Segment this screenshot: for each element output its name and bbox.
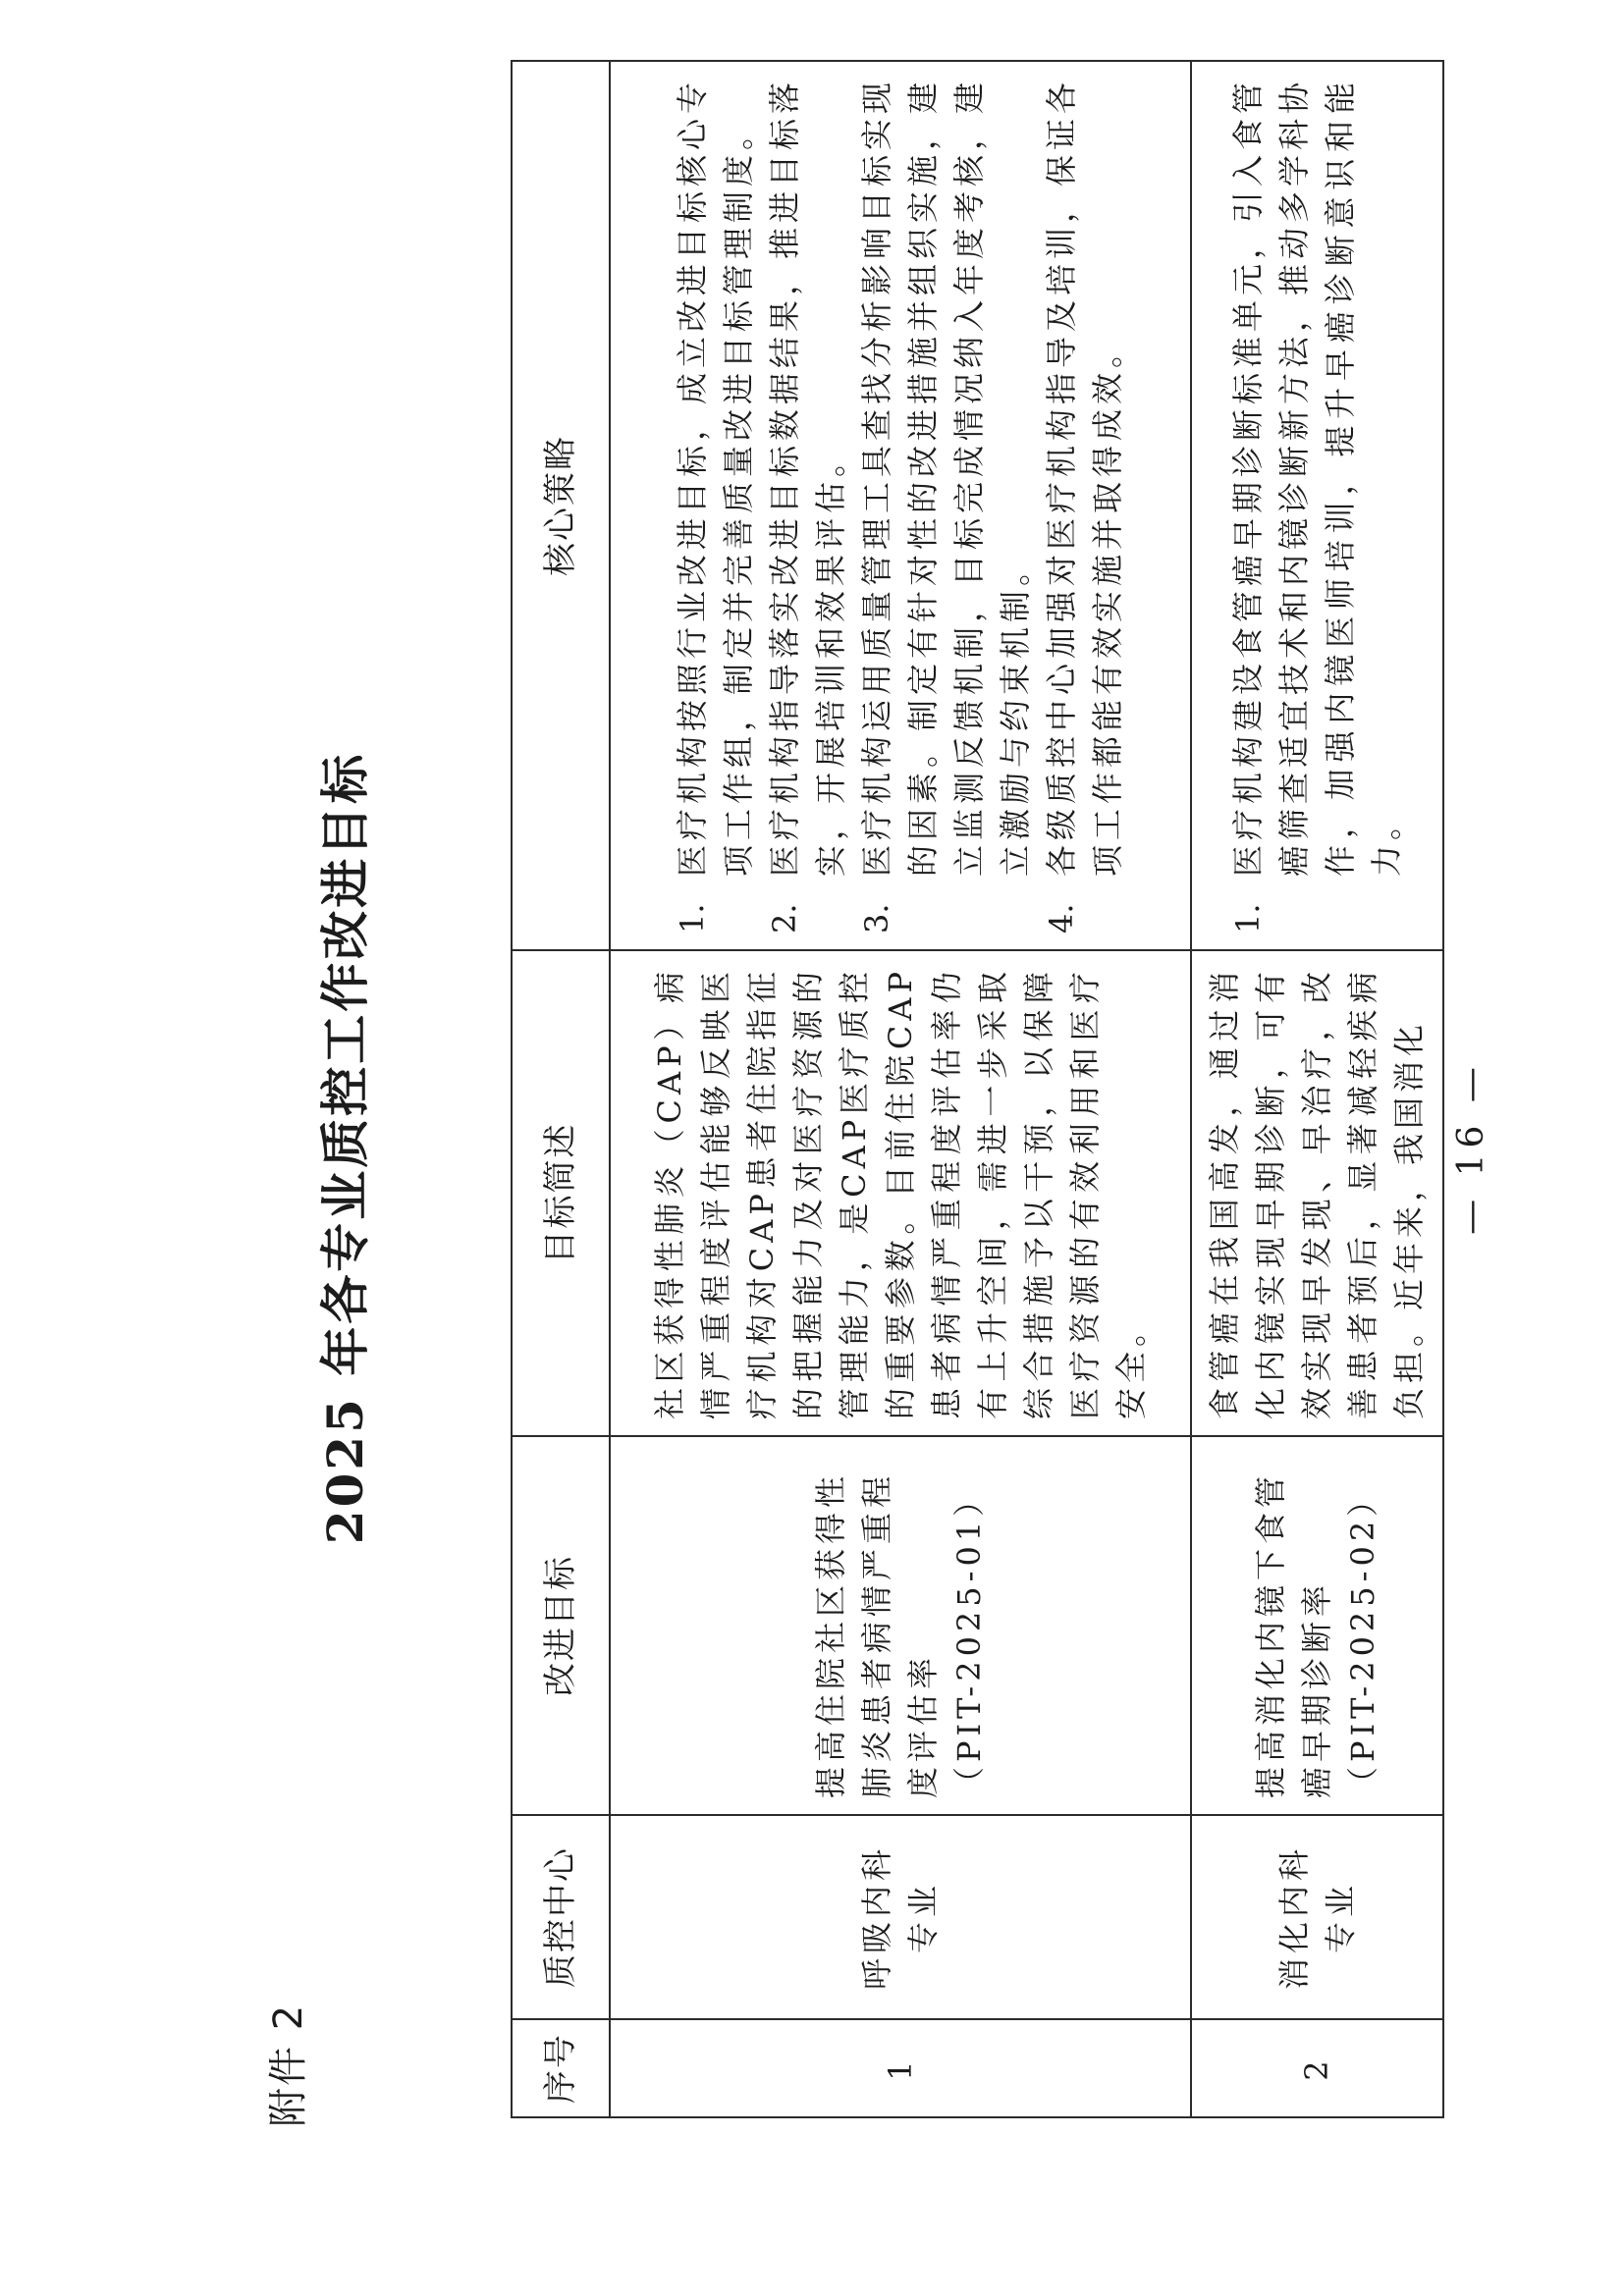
strategy-item	[1039, 78, 1131, 934]
attachment-label: 附件 2	[266, 2002, 311, 2127]
core-strategy	[610, 61, 1191, 950]
row-number: 1	[610, 2019, 1191, 2117]
strategy-number: 2.	[766, 903, 803, 934]
strategy-list	[1225, 78, 1410, 934]
goal-code: （PIT-2025-01）	[950, 1479, 988, 1798]
strategy-item	[670, 78, 762, 934]
strategy-item	[854, 78, 1039, 934]
strategy-item	[762, 78, 854, 934]
qc-center: 消化内科专业	[1191, 1815, 1443, 2019]
strategy-number: 1.	[1228, 903, 1267, 934]
page-number: — 16 —	[1451, 1061, 1491, 1235]
strategy-text: 医疗机构运用质量管理工具查找分析影响目标实现的因素。制定有针对性的改进措施并组织实施，建立监测反馈机制，目标完成情况纳入年度考核，建立激励与约束机制。	[858, 77, 1034, 877]
goal-summary: 社区获得性肺炎（CAP）病情严重程度评估能够反映医疗机构对CAP患者住院指征的把握能力及对医疗资源的管理能力，是CAP医疗质控的重要参数。目前住院CAP患者病情严重程度评估率仍有上升空间，需进一步采取综合措施予以干预，以保障医疗资源的有效利用和医疗安全。	[610, 950, 1191, 1436]
header-center: 质控中心	[512, 1815, 610, 2019]
strategy-item	[1225, 78, 1410, 934]
core-strategy	[1191, 61, 1443, 950]
improvement-goal	[1191, 1436, 1443, 1815]
table-row	[1191, 61, 1443, 2117]
strategy-list	[670, 78, 1131, 934]
strategy-text: 医疗机构建设食管癌早期诊断标准单元，引入食管癌筛查适宜技术和内镜诊断新方法，推动多学科协作，加强内镜医师培训，提升早癌诊断意识和能力。	[1228, 77, 1405, 877]
goal-text: 提高住院社区获得性肺炎患者病情严重程度评估率	[812, 1470, 942, 1798]
qc-center: 呼吸内科专业	[610, 1815, 1191, 2019]
page-title: 2025 年各专业质控工作改进目标	[316, 751, 374, 1545]
table-header-row	[512, 61, 610, 2117]
strategy-text: 医疗机构指导落实改进目标数据结果，推进目标落实，开展培训和效果评估。	[766, 77, 849, 877]
header-goal: 改进目标	[512, 1436, 610, 1815]
strategy-number: 3.	[858, 903, 895, 934]
strategy-number: 4.	[1043, 903, 1080, 934]
header-summary: 目标简述	[512, 950, 610, 1436]
goal-code: （PIT-2025-02）	[1344, 1479, 1381, 1798]
goal-text: 提高消化内镜下食管癌早期诊断率	[1252, 1470, 1335, 1798]
strategy-text: 医疗机构按照行业改进目标，成立改进目标核心专项工作组，制定并完善质量改进目标管理制度。	[674, 77, 757, 877]
header-no: 序号	[512, 2019, 610, 2117]
goals-table	[511, 60, 1444, 2118]
goal-summary: 食管癌在我国高发，通过消化内镜实现早期诊断，可有效实现早发现、早治疗，改善患者预后，显著减轻疾病负担。近年来，我国消化	[1191, 950, 1443, 1436]
strategy-text: 各级质控中心加强对医疗机构指导及培训，保证各项工作都能有效实施并取得成效。	[1043, 77, 1126, 877]
improvement-goal	[610, 1436, 1191, 1815]
header-strategy: 核心策略	[512, 61, 610, 950]
table-row	[610, 61, 1191, 2117]
row-number: 2	[1191, 2019, 1443, 2117]
strategy-number: 1.	[674, 903, 711, 934]
